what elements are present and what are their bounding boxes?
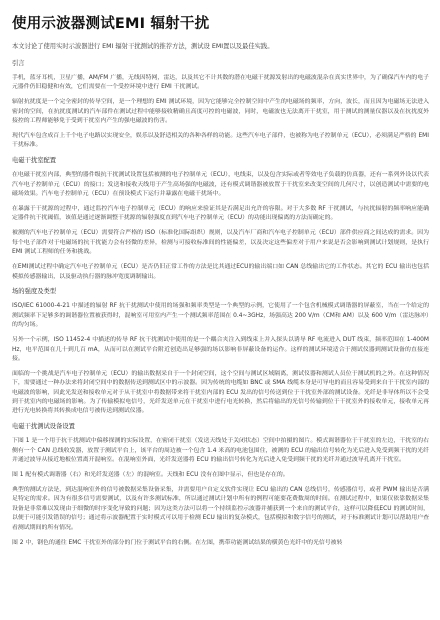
- section-heading-intro: 引言: [12, 60, 25, 67]
- paragraph: 下图 1 是一个用于抗干扰测试中偏移探测的实际设置，在密闭干扰室（发送天线处于关闭状态）空间中拍摄的图片。模式调谐器位于干扰室的左边，干扰室的右侧有一个 CAN 总线收发器，放置于测试平台上，该平台的周边被一个包含 1.4 米高的电池包围住，被测的 ECU 的输出信号转化为光后进入免受到频干扰的光纤并通过波导从接近地板位置离开混响室。在混响室外面，光纤发送器将 ECU 的输出信号转化为光后进入免受到频干扰的光纤并通过波导孔离开干扰室。: [12, 438, 429, 464]
- paragraph: 面临的一个挑战是汽车电子控制单元（ECU）的输出数据采自于一个封闭空间，这个空间与测试区域隔离，测试仪器和测试人员位于测试机的之外。在这种情况下，需要通过一种办法来将封闭空间中的数据传送到测试区中的示波器。因为传统的电缆如 BNC 或 SMA 线缆本身是可导电的而且容易受到来自于干扰室内部的电磁波的影响，因此光发送和接收单元对于从干扰室中将数据带来将干扰室内部的 ECU 发出的信号传送到位于干扰室外部的测试设备。光纤是非导体所以不会受到干扰室内的电磁场的影响。为了传输模拟电信号，光纤发送单元在干扰室中进行电光转换，然后将输出的光信号传输到位于干扰室外的接收单元，接收单元再进行光电转换将其转换成电信号被传送到测试仪器。: [12, 370, 429, 415]
- paragraph: 典型的测试方法是，到达混响室外的信号被数据采集设备采集，并需要用户自定义软件实现让 ECU 输出的 CAN 总线信号，传感器信号，或者 PWM 输出是否满足特定的需求。因为有很多信号需要测试，以及有许多测试标准，所以通过测试计划中所有的例程可能要花费数周的时间。在测试过程中，如果仅依靠数据采集设备是非常难以发现由于细微的时序变化导致的问题；因为这类方法可以将一个持续监控示波器并捕获到一个来自的测试平台，这样可以降低ECU 的测试时间，以便于可能引发错误的信号；通过将示波器配置于实时模式可以用于检测 ECU 输出的复杂模式，包括模拟和数字信号的测试，对于标准测试计划可以帮助用户查看测试期间的所有情况。: [12, 487, 429, 531]
- section-heading-field-strength: 场的强度及类型: [12, 288, 57, 296]
- paragraph: 图 2 中，钢色的通往 EMC 干扰室外的部分的门位于测试平台的右侧。在左图，携带功能测试结果的横黄色光纤中的光信号被转: [12, 539, 343, 546]
- paragraph: 被测的汽车电子控制单元（ECU）需要符合严格的 ISO（标准化国际组织）规则，以及汽车厂商和汽车电子控制单元（ECU）部件供应商之间达成的需求。因为每个电子部件对于电磁场的抗干扰能力会有轻微的差异，检测与可接收标准间的性能偏差，以及决定这些偏差对于用户来说是否会影响到测试计划规则，是执行 EMI 测试工程师的任务和挑战。: [12, 230, 429, 256]
- paragraph: ISO/IEC 61000-4-21 中描述的辐射 RF 抗干扰测试中使用的场强和频率类型是一个典型的示例，它使用了一个包含机械模式调谐器的屏蔽室，当在一个给定的测试频率下足够多的调谐器位置被获得时，混响室可用室内产生一个测试频率范围在 0.4~3GHz，场强高达 200 V/m（CM和 AM）以及 600 V/m（雷达脉冲）的均匀场。: [12, 303, 429, 329]
- section-heading-chamber-config: 电磁干扰室配置: [12, 157, 57, 165]
- paragraph: 另外一个示例，ISO 11452-4 中描述的传导 RF 抗干扰测试中使用的是一个耦合夹注入到线束上并入探头以诱导 RF 电流进入 DUT 线束，频率范围在 1-400MHz，电平范围在几十到几百 mA，从而可以在测试平台附近创造出足够强的场以影响非屏蔽设备的运作。这样的测试环境适合于测试仪器到测试设备的直接连接。: [12, 337, 429, 362]
- article-title: 使用示波器测试EMI 辐射干扰: [12, 16, 210, 32]
- paragraph: 现代汽车包含成百上千个电子电路以实现安全，娱乐以及舒适相关的各种各样的功能。这些汽车电子部件，也被称为电子控制单元（ECU），必须满足严格的 EMI 干扰标准。: [12, 133, 429, 149]
- paragraph: 手机，蓝牙耳机，卫星广播，AM/FM 广播，无线因特网，雷达，以及其它不计其数的潜在电磁干扰源发射出的电磁波混杂在真实世界中，为了确保汽车内的电子元器件仍旧稳健和有效，它们需要在一个受控环境中进行 EMI 干扰测试。: [12, 75, 429, 91]
- paragraph: 辐射抗扰度是一个完全密封的传导空间，是一个理想的 EMI 测试环境，因为它能够完全控制空间中产生的电磁场的频率，方向，波长，而且因为电磁场无法进入密封的空间，在抗扰度测试的汽车部件在测试过程中能够接收精确且高度可控的电磁波，同时，电磁波也无法离开干扰室，用于测试的测量仪器以及在抗扰度外接控的工程师能够免于受到干扰室内产生的强电磁波的伤害。: [12, 99, 429, 125]
- intro-paragraph: 本文讨论了使用实时示波器进行 EMI 辐射干扰测试的推荐方法，测试设 EMI置以及最佳实践。: [12, 43, 274, 50]
- section-heading-equipment-setup: 电磁干扰测试设备设置: [12, 423, 75, 431]
- paragraph: 在EMI测试过程中确定汽车电子控制单元（ECU）是否仍旧正常工作的方法是比其通过ECU的输出端口如 CAN 总线输出它的工作状态。其它的 ECU 输出也包括模拟传感器输出，以及驱动执行器的脉冲宽度调制输出。: [12, 264, 429, 280]
- paragraph: 在电磁干扰室内部，典型的器件级抗干扰测试设置包括被测的电子控制单元（ECU），电线束，以及包含实际或者等效电子负载的仿真器，还有一系列外设以代表汽车电子控制单元（ECU）的接口；发送和接收天线用于产生高场强的电磁波，还有模式调谐器被放置于干扰室来改变空间的几何尺寸，以创造测试中需要的电磁场效果。汽车电子控制单元（ECU）在预设模式下运行并暴露在电磁干扰场中。: [12, 172, 429, 198]
- paragraph: 在暴露于干扰源的过程中，通过监控汽车电子控制单元（ECU）的响应来验证其是否满足出允许的容限。对于大多数 RF 干扰测试，与抗扰辐射的频率响应能确定器件抗干扰阈值，该值是通过逐渐调整干扰源的辐射强度直到汽车电子控制单元（ECU）的功能出现偏离的方法而确定的。: [12, 206, 429, 222]
- figure-caption: 图 1 配有模式调谐器（右）和光纤发送器（左）的混响室。天线和 ECU 没有在图中显示，但也是存在的。: [12, 472, 289, 479]
